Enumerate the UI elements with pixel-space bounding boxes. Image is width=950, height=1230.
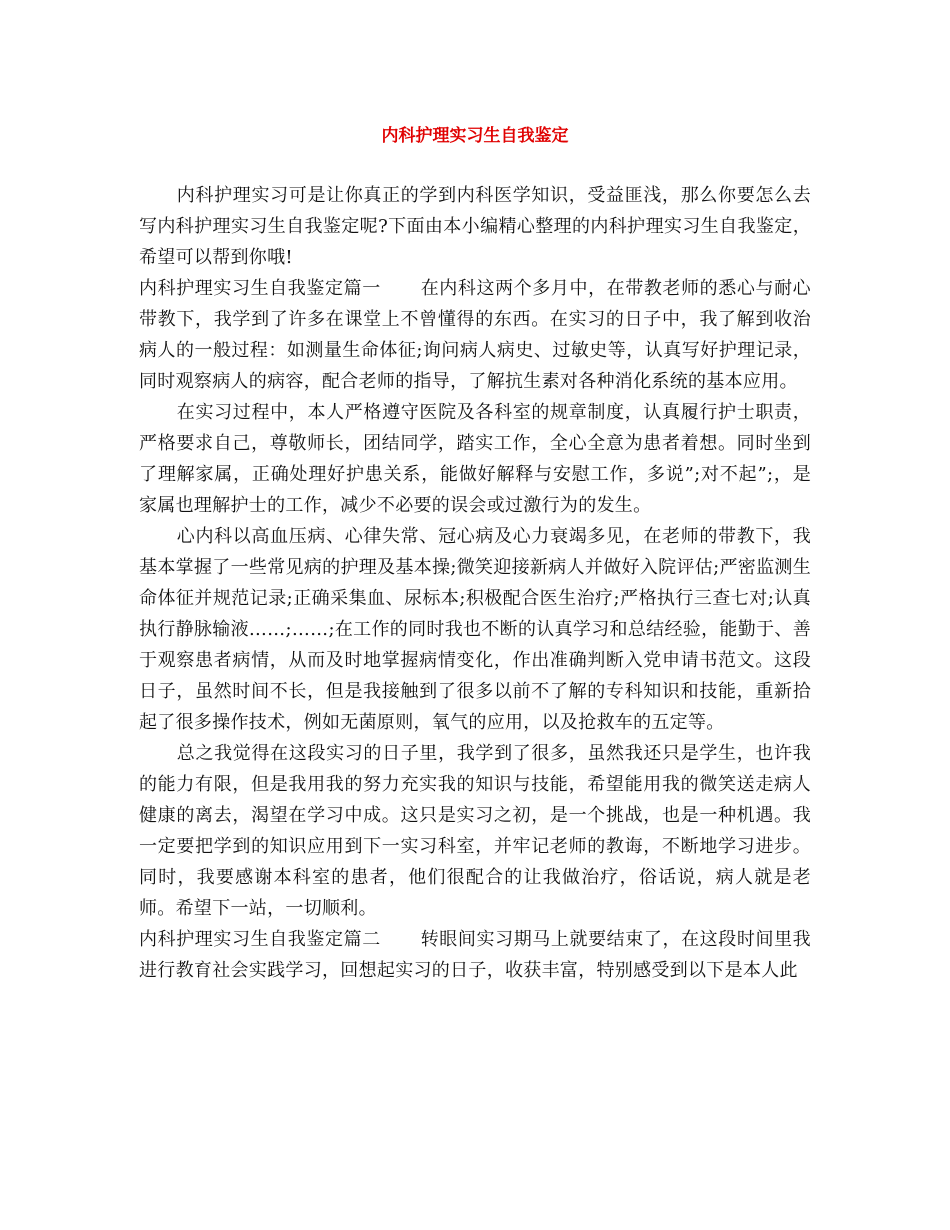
section-heading-part-1: 内科护理实习生自我鉴定篇一: [139, 278, 381, 299]
paragraph-intro: 内科护理实习可是让你真正的学到内科医学知识，受益匪浅，那么你要怎么去写内科护理实习生自我鉴定呢?下面由本小编精心整理的内科护理实习生自我鉴定，希望可以帮到你哦!: [139, 185, 811, 268]
document-body: [139, 180, 811, 986]
paragraph-5: 总之我觉得在这段实习的日子里，我学到了很多，虽然我还只是学生，也许我的能力有限，但是我用我的努力充实我的知识与技能，希望能用我的微笑送走病人健康的离去，渴望在学习中成。这只是实习之初，是一个挑战，也是一种机遇。我一定要把学到的知识应用到下一实习科室，并牢记老师的教诲，不断地学习进步。同时，我要感谢本科室的患者，他们很配合的让我做治疗，俗话说，病人就是老师。希望下一站，一切顺利。: [139, 743, 811, 919]
document-title: 内科护理实习生自我鉴定: [381, 126, 569, 146]
paragraph-part-2: [139, 924, 811, 986]
paragraph-part-2-text: 转眼间实习期马上就要结束了，在这段时间里我进行教育社会实践学习，回想起实习的日子，收获丰富，特别感受到以下是本人此: [139, 929, 811, 981]
section-heading-part-2: 内科护理实习生自我鉴定篇二: [139, 929, 381, 950]
paragraph-3: 在实习过程中，本人严格遵守医院及各科室的规章制度，认真履行护士职责，严格要求自己，尊敬师长，团结同学，踏实工作，全心全意为患者着想。同时坐到了理解家属，正确处理好护患关系，能做好解释与安慰工作，多说”;对不起”;，是家属也理解护士的工作，减少不必要的误会或过激行为的发生。: [139, 402, 811, 516]
paragraph-4: 心内科以高血压病、心律失常、冠心病及心力衰竭多见，在老师的带教下，我基本掌握了一些常见病的护理及基本操;微笑迎接新病人并做好入院评估;严密监测生命体征并规范记录;正确采集血、尿标本;积极配合医生治疗;严格执行三查七对;认真执行静脉输液……;……;在工作的同时我也不断的认真学习和总结经验，能勤于、善于观察患者病情，从而及时地掌握病情变化，作出准确判断入党申请书范文。这段日子，虽然时间不长，但是我接触到了很多以前不了解的专科知识和技能，重新拾起了很多操作技术，例如无菌原则，氧气的应用，以及抢救车的五定等。: [139, 526, 811, 733]
paragraph-part-1-text: 在内科这两个多月中，在带教老师的悉心与耐心带教下，我学到了许多在课堂上不曾懂得的东西。在实习的日子中，我了解到收治病人的一般过程：如测量生命体征;询问病人病史、过敏史等，认真写好护理记录，同时观察病人的病容，配合老师的指导，了解抗生素对各种消化系统的基本应用。: [139, 278, 811, 392]
paragraph-part-1: [139, 273, 811, 397]
